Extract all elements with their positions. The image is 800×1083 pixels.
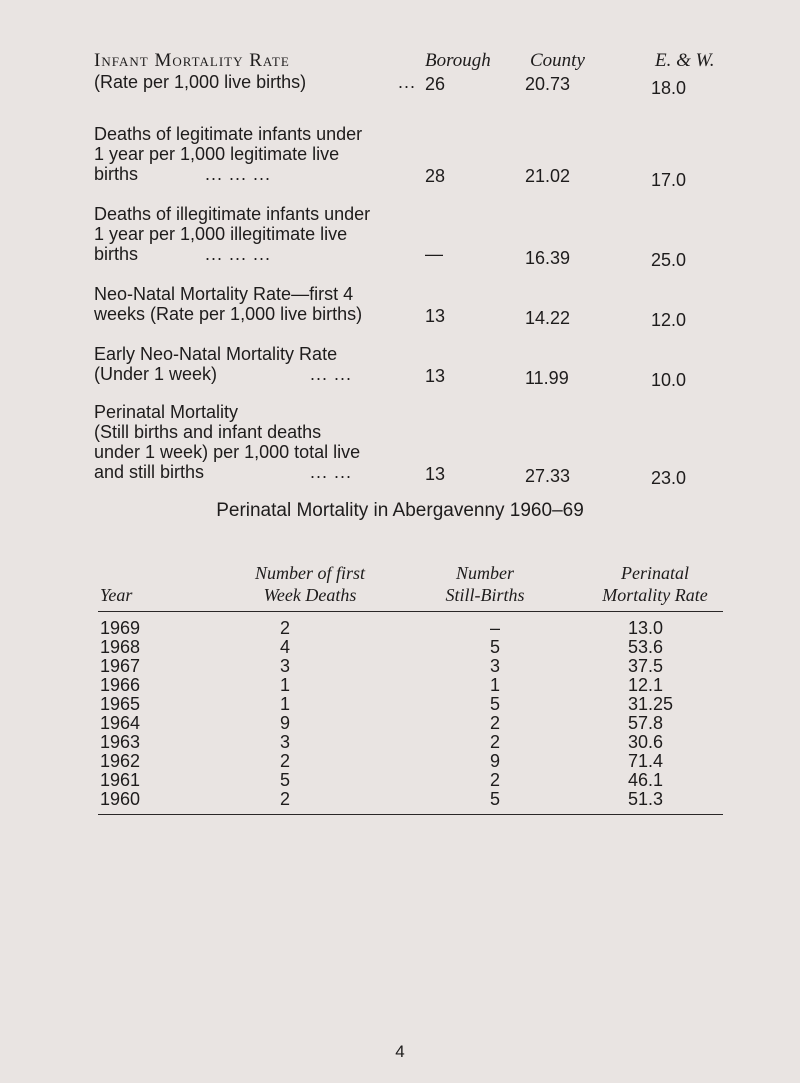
cell-still-births: 5 (489, 637, 500, 657)
page-number: 4 (395, 1042, 405, 1061)
cell-rate: 46.1 (628, 770, 664, 790)
cell-year: 1962 (100, 751, 141, 771)
cell-rate: 12.1 (628, 675, 664, 695)
cell-still-births: 2 (489, 770, 500, 790)
row-early-neonatal-line-2: (Under 1 week) (94, 364, 218, 384)
row-perinatal-line-3: under 1 week) per 1,000 total live (94, 442, 361, 462)
rate-label: (Rate per 1,000 live births) (94, 72, 307, 92)
cell-deaths: 9 (279, 713, 290, 733)
row-neonatal-line-2: weeks (Rate per 1,000 live births) (94, 304, 363, 324)
cell-rate: 37.5 (628, 656, 664, 676)
illegitimate-county: 16.39 (525, 248, 571, 268)
cell-rate: 57.8 (628, 713, 664, 733)
header-still-line-2: Still-Births (445, 585, 525, 605)
rate-ew: 18.0 (651, 78, 687, 98)
column-header-county: County (530, 50, 585, 71)
rate-borough: 26 (425, 74, 446, 94)
cell-rate: 51.3 (628, 789, 664, 809)
table-caption: Perinatal Mortality in Abergavenny 1960–69 (216, 500, 584, 521)
perinatal-ew: 23.0 (651, 468, 687, 488)
table-row (100, 637, 720, 656)
row-early-neonatal-line-1: Early Neo-Natal Mortality Rate (94, 344, 338, 364)
header-rule (98, 611, 723, 612)
early-neonatal-county: 11.99 (525, 368, 569, 388)
neonatal-county: 14.22 (525, 308, 571, 328)
row-legitimate-line-1: Deaths of legitimate infants under (94, 124, 363, 144)
cell-year: 1963 (100, 732, 141, 752)
table-row (100, 656, 720, 675)
legitimate-ew: 17.0 (651, 170, 687, 190)
cell-deaths: 2 (279, 751, 290, 771)
neonatal-borough: 13 (425, 306, 446, 326)
table-row (100, 618, 720, 637)
table-row (100, 675, 720, 694)
cell-year: 1965 (100, 694, 141, 714)
illegitimate-ew: 25.0 (651, 250, 687, 270)
cell-year: 1960 (100, 789, 141, 809)
table-row (100, 751, 720, 770)
cell-deaths: 3 (279, 656, 290, 676)
leader-dots: ... ... (310, 462, 353, 482)
cell-still-births: 2 (489, 732, 500, 752)
leader-dots: ... ... ... (205, 244, 272, 264)
row-perinatal-line-1: Perinatal Mortality (94, 402, 239, 422)
table-row (100, 789, 720, 808)
footer-rule (98, 814, 723, 815)
cell-deaths: 1 (279, 694, 290, 714)
row-illegitimate-line-1: Deaths of illegitimate infants under (94, 204, 371, 224)
cell-still-births: 3 (489, 656, 500, 676)
perinatal-county: 27.33 (525, 466, 571, 486)
header-rate-line-2: Mortality Rate (602, 585, 708, 605)
cell-year: 1967 (100, 656, 141, 676)
section-title: Infant Mortality Rate (94, 50, 290, 71)
row-illegitimate-line-2: 1 year per 1,000 illegitimate live (94, 224, 348, 244)
cell-year: 1966 (100, 675, 141, 695)
cell-deaths: 2 (279, 618, 290, 638)
cell-still-births: 5 (489, 789, 500, 809)
legitimate-county: 21.02 (525, 166, 571, 186)
row-illegitimate-line-3: births (94, 244, 139, 264)
cell-still-births: – (489, 618, 500, 638)
rate-county: 20.73 (525, 74, 571, 94)
cell-still-births: 9 (489, 751, 500, 771)
row-legitimate-line-2: 1 year per 1,000 legitimate live (94, 144, 340, 164)
cell-deaths: 3 (279, 732, 290, 752)
perinatal-borough: 13 (425, 464, 446, 484)
cell-rate: 53.6 (628, 637, 664, 657)
column-header-borough: Borough (425, 50, 491, 71)
header-deaths-line-2: Week Deaths (263, 585, 357, 605)
table-row (100, 713, 720, 732)
neonatal-ew: 12.0 (651, 310, 687, 330)
table-row (100, 732, 720, 751)
cell-deaths: 5 (279, 770, 290, 790)
cell-rate: 31.25 (628, 694, 674, 714)
table-row (100, 770, 720, 789)
header-deaths-line-1: Number of first (254, 563, 365, 583)
cell-still-births: 2 (489, 713, 500, 733)
column-header-ew: E. & W. (655, 50, 715, 71)
legitimate-borough: 28 (425, 166, 446, 186)
table-row (100, 694, 720, 713)
row-legitimate-line-3: births (94, 164, 139, 184)
row-perinatal-line-4: and still births (94, 462, 205, 482)
cell-rate: 30.6 (628, 732, 664, 752)
cell-deaths: 1 (279, 675, 290, 695)
cell-year: 1964 (100, 713, 141, 733)
cell-deaths: 4 (279, 637, 290, 657)
row-neonatal-line-1: Neo-Natal Mortality Rate—first 4 (94, 284, 354, 304)
cell-year: 1968 (100, 637, 141, 657)
leader-dots: ... (398, 72, 417, 92)
leader-dots: ... ... ... (205, 164, 272, 184)
leader-dots: ... ... (310, 364, 353, 384)
cell-still-births: 1 (489, 675, 500, 695)
cell-rate: 13.0 (628, 618, 664, 638)
cell-still-births: 5 (489, 694, 500, 714)
row-perinatal-line-2: (Still births and infant deaths (94, 422, 322, 442)
cell-year: 1961 (100, 770, 141, 790)
cell-rate: 71.4 (628, 751, 664, 771)
illegitimate-borough: — (425, 244, 443, 264)
header-rate-line-1: Perinatal (621, 563, 689, 583)
header-still-line-1: Number (456, 563, 514, 583)
header-year: Year (100, 585, 133, 605)
early-neonatal-ew: 10.0 (651, 370, 687, 390)
cell-deaths: 2 (279, 789, 290, 809)
cell-year: 1969 (100, 618, 141, 638)
early-neonatal-borough: 13 (425, 366, 446, 386)
